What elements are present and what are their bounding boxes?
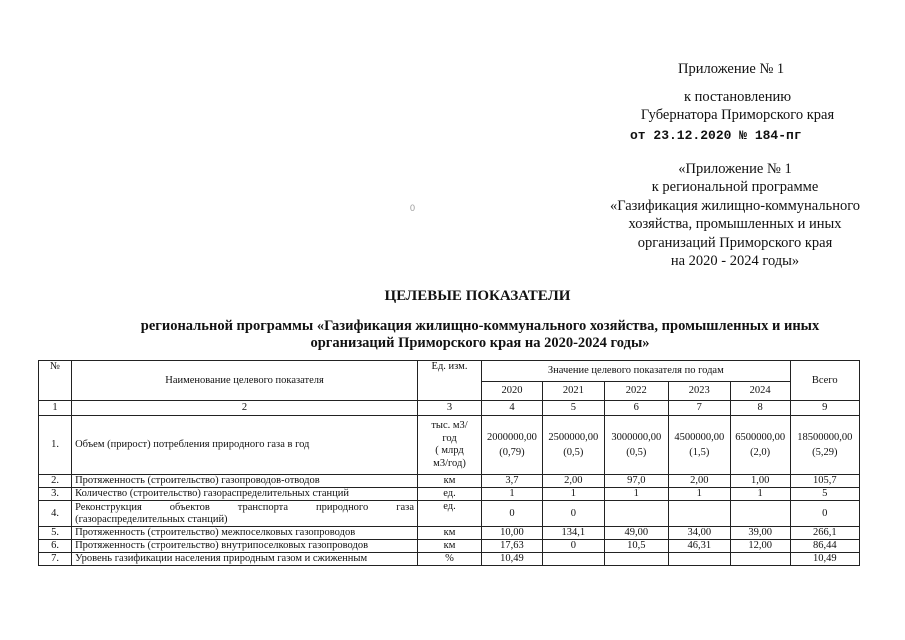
value-cell: 46,31: [668, 540, 730, 553]
value-cell: [604, 416, 668, 475]
value-cell: 0: [542, 540, 604, 553]
value-cell: 10,5: [604, 540, 668, 553]
header-year: 2023: [668, 382, 730, 401]
program-annex-line-3: «Газификация жилищно-коммунального: [609, 197, 861, 214]
value-cell: 10,00: [482, 527, 543, 540]
table-row: [39, 501, 860, 527]
row-number: 5.: [39, 527, 72, 540]
value-cell: [730, 553, 790, 566]
value-cell: [482, 416, 543, 475]
unit-cell: ед.: [417, 488, 481, 501]
indicator-name: Протяженность (строительство) межпоселковых газопроводов: [72, 527, 418, 540]
unit-cell: км: [417, 475, 481, 488]
indicator-name: Уровень газификации населения природным газом и сжиженным: [72, 553, 418, 566]
table-row: [39, 553, 860, 566]
column-number: 4: [482, 401, 543, 416]
indicator-name: Объем (прирост) потребления природного газа в год: [72, 416, 418, 475]
unit-line: м3/год): [433, 457, 466, 469]
indicator-name: Количество (строительство) газораспределительных станций: [72, 488, 418, 501]
column-number: 8: [730, 401, 790, 416]
unit-line: год: [442, 432, 457, 444]
value-cell: 3,7: [482, 475, 543, 488]
scan-mark: 0: [410, 203, 416, 213]
value-cell: 134,1: [542, 527, 604, 540]
value-cell: 1: [730, 488, 790, 501]
row-number: 4.: [39, 501, 72, 527]
total-sub: (5,29): [812, 447, 838, 458]
total-cell: 0: [790, 501, 859, 527]
row-number: 1.: [39, 416, 72, 475]
column-number: 5: [542, 401, 604, 416]
value-cell: [604, 553, 668, 566]
unit-cell: км: [417, 527, 481, 540]
value-cell: 34,00: [668, 527, 730, 540]
subtitle-line-1: региональной программы «Газификация жилищно-коммунального хозяйства, промышленных и иных: [140, 318, 820, 334]
column-number: 9: [790, 401, 859, 416]
row-number: 2.: [39, 475, 72, 488]
total-cell: 10,49: [790, 553, 859, 566]
table-row: [39, 475, 860, 488]
column-number: 2: [72, 401, 418, 416]
unit-cell: ед.: [417, 501, 481, 527]
value-cell: 10,49: [482, 553, 543, 566]
header-year: 2021: [542, 382, 604, 401]
value-main: 4500000,00: [674, 432, 725, 443]
total-cell: 5: [790, 488, 859, 501]
table-row: [39, 527, 860, 540]
program-annex-line-1: «Приложение № 1: [678, 161, 792, 177]
value-cell: 12,00: [730, 540, 790, 553]
indicator-name: Протяженность (строительство) газопроводов-отводов: [72, 475, 418, 488]
program-annex-line-6: на 2020 - 2024 годы»: [670, 253, 800, 270]
value-cell: 97,0: [604, 475, 668, 488]
value-cell: [668, 416, 730, 475]
column-numbers-row: [39, 401, 860, 416]
value-sub: (0,5): [563, 447, 584, 458]
unit-line: тыс. м3/: [431, 420, 468, 431]
header-unit: Ед. изм.: [417, 361, 481, 401]
annex-number-text: Приложение № 1: [678, 61, 785, 77]
program-annex-reference: [600, 160, 870, 270]
total-cell: 105,7: [790, 475, 859, 488]
header-name: Наименование целевого показателя: [72, 361, 418, 401]
row-number: 3.: [39, 488, 72, 501]
column-number: 1: [39, 401, 72, 416]
header-total: Всего: [790, 361, 859, 401]
value-cell: [668, 501, 730, 527]
unit-cell: км: [417, 540, 481, 553]
decree-line-1: к постановлению: [683, 89, 792, 105]
header-no: №: [39, 361, 72, 401]
unit-cell: %: [417, 553, 481, 566]
program-annex-line-5: организаций Приморского края: [637, 234, 833, 251]
value-main: 6500000,00: [735, 432, 786, 443]
value-cell: [542, 416, 604, 475]
decree-reference: [630, 88, 845, 145]
indicator-name: [72, 501, 418, 527]
unit-line: ( млрд: [435, 445, 464, 456]
header-year: 2024: [730, 382, 790, 401]
column-number: 3: [417, 401, 481, 416]
value-cell: [604, 501, 668, 527]
value-cell: [668, 553, 730, 566]
decree-date: от 23.12.2020 № 184-пг: [630, 128, 802, 143]
value-cell: 1: [668, 488, 730, 501]
value-main: 2000000,00: [487, 432, 537, 443]
indicator-name-line-1: Реконструкция объектов транспорта природного газа: [75, 501, 414, 513]
value-cell: 1: [604, 488, 668, 501]
total-main: 18500000,00: [797, 432, 853, 443]
value-cell: 2,00: [542, 475, 604, 488]
value-sub: (0,5): [626, 447, 647, 458]
header-row: [39, 361, 860, 382]
value-cell: 39,00: [730, 527, 790, 540]
document-subtitle: [100, 318, 860, 352]
total-cell: 266,1: [790, 527, 859, 540]
value-main: 2500000,00: [548, 432, 599, 443]
value-cell: 2,00: [668, 475, 730, 488]
row-number: 6.: [39, 540, 72, 553]
header-year: 2022: [604, 382, 668, 401]
value-cell: [542, 553, 604, 566]
value-cell: 17,63: [482, 540, 543, 553]
program-annex-line-4: хозяйства, промышленных и иных: [628, 216, 842, 233]
document-title: ЦЕЛЕВЫЕ ПОКАЗАТЕЛИ: [384, 288, 571, 304]
total-cell: [790, 416, 859, 475]
indicators-table: [38, 360, 860, 566]
header-values-group: Значение целевого показателя по годам: [482, 361, 791, 382]
total-cell: 86,44: [790, 540, 859, 553]
value-main: 3000000,00: [611, 432, 662, 443]
column-number: 7: [668, 401, 730, 416]
table-row: [39, 540, 860, 553]
value-cell: 49,00: [604, 527, 668, 540]
value-sub: (0,79): [499, 447, 525, 458]
value-cell: 0: [542, 501, 604, 527]
program-annex-line-2: к региональной программе: [651, 179, 819, 196]
value-cell: 1,00: [730, 475, 790, 488]
value-cell: 1: [542, 488, 604, 501]
annex-number: [640, 60, 850, 78]
table-row: [39, 416, 860, 475]
indicator-name: Протяженность (строительство) внутрипоселковых газопроводов: [72, 540, 418, 553]
table-row: [39, 488, 860, 501]
value-sub: (2,0): [750, 447, 771, 458]
subtitle-line-2: организаций Приморского края на 2020-2024 годы»: [310, 335, 650, 351]
indicator-name-line-2: (газораспределительных станций): [75, 513, 228, 525]
decree-line-2: Губернатора Приморского края: [640, 107, 835, 123]
column-number: 6: [604, 401, 668, 416]
unit-cell: [417, 416, 481, 475]
value-cell: [730, 501, 790, 527]
row-number: 7.: [39, 553, 72, 566]
header-year: 2020: [482, 382, 543, 401]
value-cell: 1: [482, 488, 543, 501]
value-cell: [730, 416, 790, 475]
value-cell: 0: [482, 501, 543, 527]
value-sub: (1,5): [689, 447, 710, 458]
